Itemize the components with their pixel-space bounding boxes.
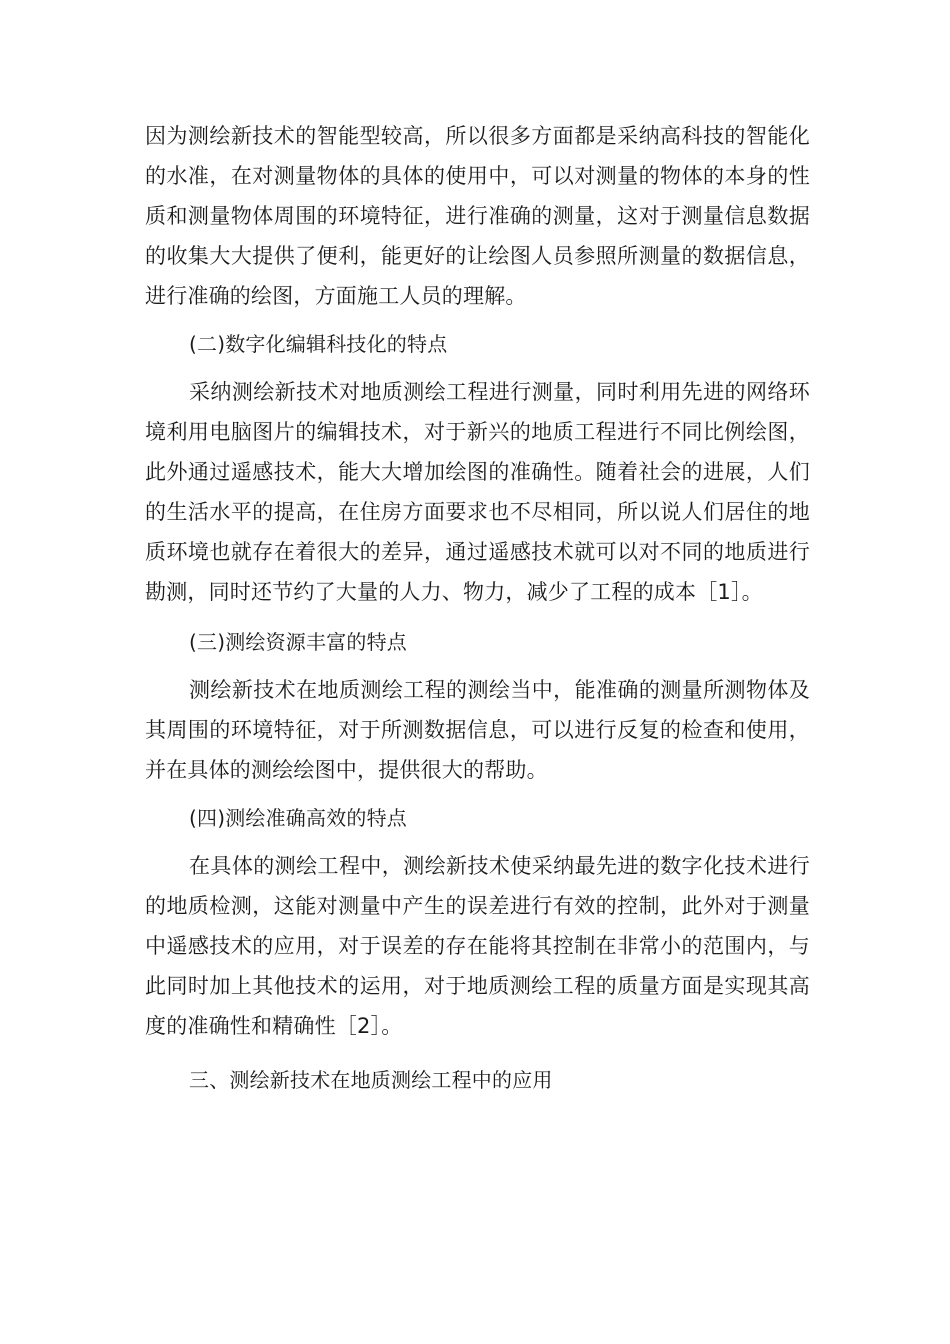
heading-rich-resources: (三)测绘资源丰富的特点 bbox=[189, 630, 408, 654]
heading-digital-editing: (二)数字化编辑科技化的特点 bbox=[189, 332, 448, 356]
section-title-applications: 三、测绘新技术在地质测绘工程中的应用 bbox=[189, 1068, 553, 1092]
paragraph-rich-resources: 测绘新技术在地质测绘工程的测绘当中，能准确的测量所测物体及其周围的环境特征，对于所测数据信息，可以进行反复的检查和使用，并在具体的测绘绘图中，提供很大的帮助。 bbox=[145, 678, 810, 782]
paragraph-digital-editing: 采纳测绘新技术对地质测绘工程进行测量，同时利用先进的网络环境利用电脑图片的编辑技术，对于新兴的地质工程进行不同比例绘图，此外通过遥感技术，能大大增加绘图的准确性。随着社会的进展，人们的生活水平的提高，在住房方面要求也不尽相同，所以说人们居住的地质环境也就存在着很大的差异，通过遥感技术就可以对不同的地质进行勘测，同时还节约了大量的人力、物力，减少了工程的成本［1］。 bbox=[145, 380, 810, 604]
paragraph-intelligence: 因为测绘新技术的智能型较高，所以很多方面都是采纳高科技的智能化的水准，在对测量物体的具体的使用中，可以对测量的物体的本身的性质和测量物体周围的环境特征，进行准确的测量，这对于测量信息数据的收集大大提供了便利，能更好的让绘图人员参照所测量的数据信息，进行准确的绘图，方面施工人员的理解。 bbox=[145, 124, 810, 308]
heading-accurate-efficient: (四)测绘准确高效的特点 bbox=[189, 806, 408, 830]
paragraph-accurate-efficient: 在具体的测绘工程中，测绘新技术使采纳最先进的数字化技术进行的地质检测，这能对测量中产生的误差进行有效的控制，此外对于测量中遥感技术的应用，对于误差的存在能将其控制在非常小的范围内，与此同时加上其他技术的运用，对于地质测绘工程的质量方面是实现其高度的准确性和精确性［2］。 bbox=[145, 854, 810, 1038]
document-body bbox=[145, 116, 810, 1100]
